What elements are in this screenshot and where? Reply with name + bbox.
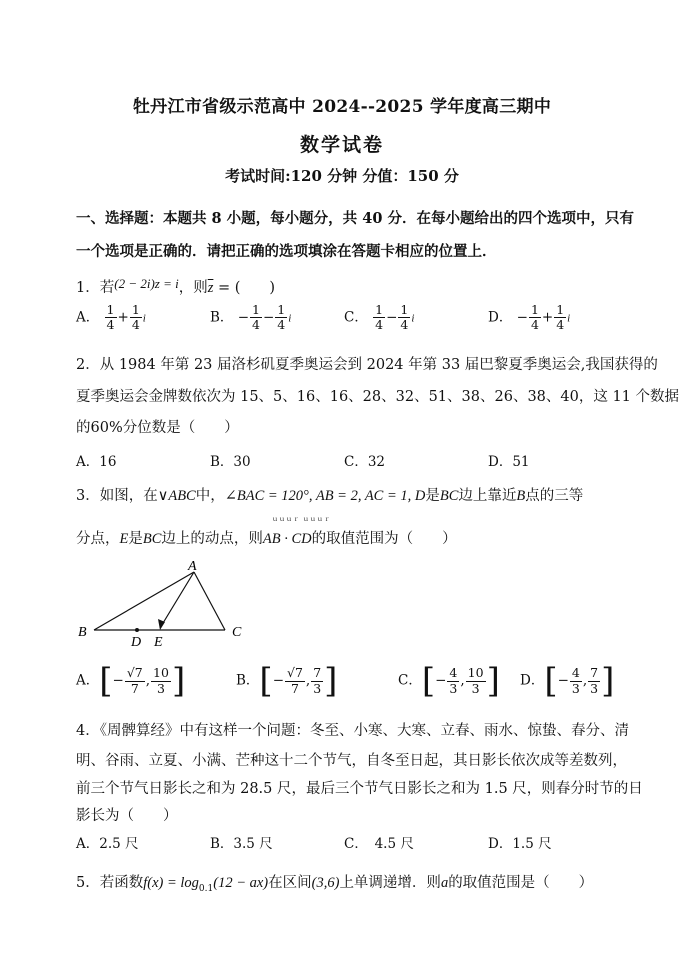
fraction: $\frac{1}{4}$	[131, 302, 140, 333]
vector-arrow-marks: ｕｕｕｒ ｕｕｕｒ	[272, 516, 331, 523]
q4-option-d[interactable]: D．1.5 尺	[488, 836, 552, 852]
q2-option-b[interactable]: B．30	[210, 454, 251, 470]
fraction: $\frac{1}{4}$	[106, 302, 115, 333]
q4-option-a[interactable]: A．2.5 尺	[76, 836, 139, 852]
question-4-line4: 影长为（ ）	[76, 808, 178, 824]
q2-option-d[interactable]: D．51	[488, 454, 530, 470]
segment-ae	[160, 572, 194, 628]
label-d: D	[131, 635, 142, 650]
q1-option-a[interactable]: A． $\frac{1}{4}$ + $\frac{1}{4}$ i	[76, 302, 146, 333]
question-4-line1: 4．《周髀算经》中有这样一个问题：冬至、小寒、大寒、立春、雨水、惊蛰、春分、清	[76, 723, 629, 739]
q3-option-d[interactable]: D．[− $\frac{4}{3}$ , $\frac{7}{3}$ ]	[520, 661, 615, 701]
fraction: $\frac{1}{4}$	[252, 302, 260, 333]
side-ab	[94, 572, 194, 630]
fraction: $\frac{1}{4}$	[277, 302, 286, 333]
option-letter: B．	[210, 309, 234, 326]
fraction: $\frac{1}{4}$	[375, 302, 384, 333]
q4-option-b[interactable]: B．3.5 尺	[210, 836, 273, 852]
section-instruction-line2: 一个选项是正确的．请把正确的选项填涂在答题卡相应的位置上．	[76, 243, 497, 260]
question-3-line2: 分点，E是BC边上的动点，则AB · CD的取值范围为（ ）	[76, 531, 457, 547]
q1-blank: = ( )	[213, 280, 276, 296]
exam-subtitle: 数学试卷	[299, 134, 384, 156]
option-letter: B．	[236, 672, 260, 689]
z-conjugate: $\overline{z}$	[207, 280, 214, 296]
q3-option-c[interactable]: C．[− $\frac{4}{3}$ , $\frac{10}{3}$ ]	[398, 661, 500, 701]
label-e: E	[154, 635, 163, 650]
q1-option-d[interactable]: D． − $\frac{1}{4}$ + $\frac{1}{4}$ i	[488, 302, 571, 333]
q1-prefix: 1．若	[76, 280, 115, 296]
question-2-line2: 夏季奥运会金牌数依次为 15、5、16、16、28、32、51、38、26、38、40，这 11 个数据	[76, 389, 680, 405]
option-letter: A．	[76, 309, 100, 326]
q4-option-c[interactable]: C． 4.5 尺	[344, 836, 414, 852]
question-3-line1: 3．如图，在∨ABC中，∠BAC = 120°, AB = 2, AC = 1, D是BC边上靠近B点的三等	[76, 488, 584, 504]
question-4-line2: 明、谷雨、立夏、小满、芒种这十二个节气，自冬至日起，其日影长依次成等差数列，	[76, 753, 627, 769]
exam-title: 牡丹江市省级示范高中 2024--2025 学年度高三期中	[132, 97, 552, 117]
q1-option-b[interactable]: B． − $\frac{1}{4}$ − $\frac{1}{4}$ i	[210, 302, 292, 333]
option-letter: D．	[520, 672, 545, 689]
q1-then: ，则	[178, 280, 208, 296]
fraction: $\frac{1}{4}$	[556, 302, 565, 333]
q3-option-b[interactable]: B．[− $\frac{√7}{7}$ , $\frac{7}{3}$ ]	[236, 661, 338, 701]
fraction: $\frac{1}{4}$	[530, 302, 539, 333]
fraction: $\frac{1}{4}$	[400, 302, 409, 333]
q2-option-c[interactable]: C．32	[344, 454, 386, 470]
q3-option-a[interactable]: A．[− $\frac{√7}{7}$ , $\frac{10}{3}$ ]	[76, 661, 186, 701]
question-2-line1: 2．从 1984 年第 23 届洛杉矶夏季奥运会到 2024 年第 33 届巴黎夏季奥运会,我国获得的	[76, 357, 658, 373]
q1-option-c[interactable]: C． $\frac{1}{4}$ − $\frac{1}{4}$ i	[344, 302, 415, 333]
point-d	[135, 628, 139, 632]
option-letter: C．	[344, 309, 368, 326]
label-c: C	[232, 625, 242, 640]
side-ac	[194, 572, 225, 630]
option-letter: A．	[76, 672, 100, 689]
q1-equation: (2 − 2i)z = i	[114, 276, 179, 291]
exam-info: 考试时间:120 分钟 分值：150 分	[225, 167, 459, 185]
question-5-stem: 5．若函数$f(x) = \log_{0.1}(12 - ax)$在区间(3,6)上单调递增．则a的取值范围是（ ）	[76, 875, 594, 894]
option-letter: D．	[488, 309, 513, 326]
triangle-figure	[70, 558, 260, 653]
question-1-stem	[76, 276, 275, 297]
label-b: B	[78, 625, 87, 640]
section-instruction-line1: 一、选择题：本题共 8 小题，每小题分，共 40 分．在每小题给出的四个选项中，只有	[76, 210, 634, 227]
label-a: A	[188, 559, 197, 574]
q2-option-a[interactable]: A．16	[76, 454, 117, 470]
question-4-line3: 前三个节气日影长之和为 28.5 尺，最后三个节气日影长之和为 1.5 尺，则春分时节的日	[76, 781, 643, 797]
question-2-line3: 的60%分位数是（ ）	[76, 420, 239, 436]
option-letter: C．	[398, 672, 422, 689]
